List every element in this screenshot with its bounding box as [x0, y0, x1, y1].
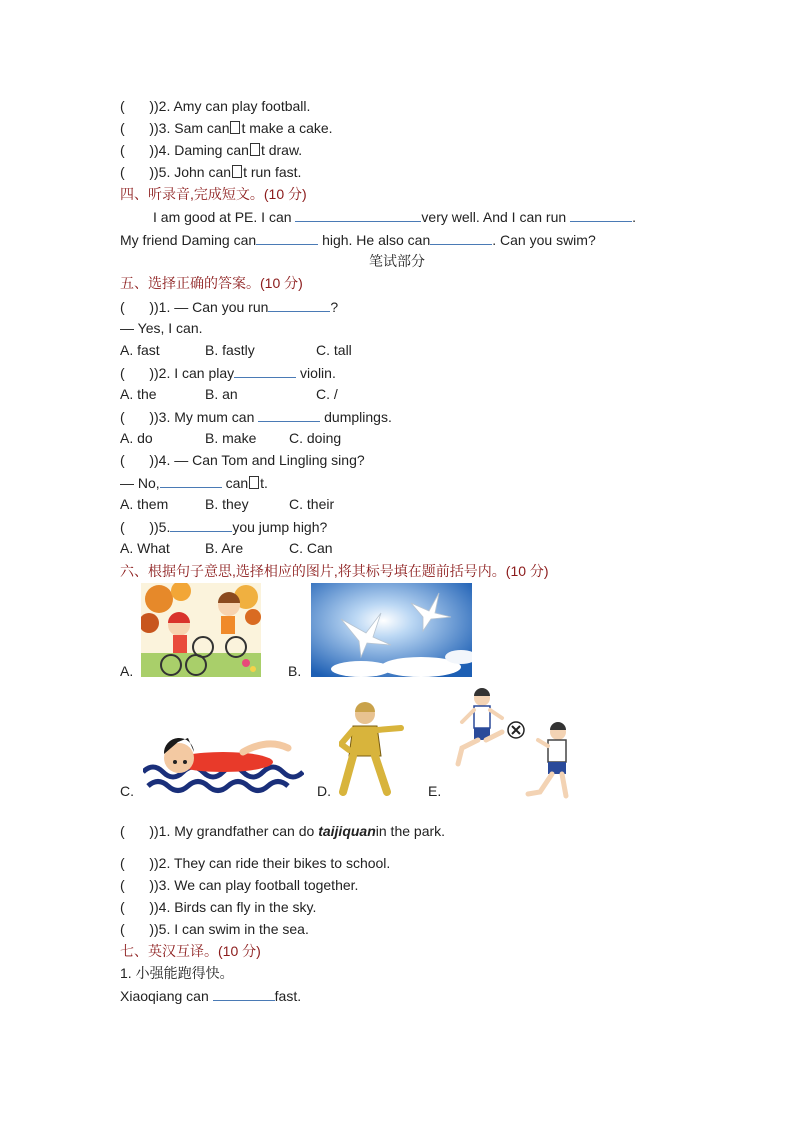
section-4-heading: 四、听录音,完成短文。(10 分) [120, 186, 307, 202]
s6-q3: ( ))3. We can play football together. [120, 876, 358, 894]
answer-paren[interactable] [120, 518, 154, 536]
option-c[interactable]: C. tall [316, 342, 352, 358]
section-5-heading: 五、选择正确的答案。(10 分) [120, 275, 303, 291]
answer-paren[interactable] [120, 898, 154, 916]
s6-q2: ( ))2. They can ride their bikes to school. [120, 854, 390, 872]
option-b[interactable]: B. fastly [205, 342, 255, 358]
s6-q4: ( ))4. Birds can fly in the sky. [120, 898, 316, 916]
s5-q4-options [120, 495, 334, 513]
answer-paren[interactable] [120, 364, 154, 382]
missing-glyph-box [230, 121, 240, 134]
s5-q5: ( ))5. you jump high? [120, 517, 327, 536]
option-b[interactable]: B. they [205, 496, 249, 512]
s3-item-4: ( ))4. Daming can t draw. [120, 141, 302, 159]
picture-label-d: D. [317, 783, 331, 799]
s5-q5-options [120, 539, 333, 557]
option-c[interactable]: C. doing [289, 430, 342, 446]
answer-paren[interactable] [120, 920, 154, 938]
option-a[interactable]: A. them [120, 496, 169, 512]
option-a[interactable]: A. do [120, 430, 153, 446]
option-b[interactable]: B. make [205, 430, 257, 446]
answer-paren[interactable] [120, 119, 154, 137]
s5-q3: ( ))3. My mum can dumplings. [120, 407, 392, 426]
missing-glyph-box [249, 476, 259, 489]
s6-q1: ( ))1. My grandfather can do taijiquanin the park. [120, 822, 445, 840]
s4-line-1: I am good at PE. I can very well. And I can run . [153, 209, 636, 225]
missing-glyph-box [232, 165, 242, 178]
football-picture[interactable] [448, 688, 573, 800]
fill-blank[interactable] [268, 297, 330, 312]
option-c[interactable]: C. / [316, 386, 338, 402]
fill-blank[interactable] [295, 207, 421, 222]
section-7-heading: 七、英汉互译。(10 分) [120, 943, 261, 959]
s5-q1-options [120, 341, 352, 359]
answer-paren[interactable] [120, 822, 154, 840]
option-c[interactable]: C. their [289, 496, 335, 512]
fill-blank[interactable] [570, 207, 632, 222]
s5-q3-options [120, 429, 341, 447]
picture-label-e: E. [428, 783, 442, 799]
s5-q2: ( ))2. I can play violin. [120, 363, 336, 382]
option-b[interactable]: B. Are [205, 540, 244, 556]
s5-q4: ( ))4. — Can Tom and Lingling sing? [120, 451, 365, 469]
fill-blank[interactable] [160, 473, 222, 488]
birds-flying-picture[interactable] [311, 583, 472, 677]
answer-paren[interactable] [120, 876, 154, 894]
option-b[interactable]: B. an [205, 386, 238, 402]
s6-q5: ( ))5. I can swim in the sea. [120, 920, 309, 938]
fill-blank[interactable] [256, 230, 318, 245]
s4-line-2: My friend Daming can high. He also can . Can you swim? [120, 232, 596, 248]
s7-q1-english: Xiaoqiang can fast. [120, 988, 302, 1004]
answer-paren[interactable] [120, 451, 154, 469]
s3-item-2: ( ))2. Amy can play football. [120, 97, 310, 115]
section-6-heading: 六、根据句子意思,选择相应的图片,将其标号填在题前括号内。(10 分) [120, 563, 549, 579]
answer-paren[interactable] [120, 163, 154, 181]
answer-paren[interactable] [120, 408, 154, 426]
option-c[interactable]: C. Can [289, 540, 333, 556]
picture-label-b: B. [288, 663, 302, 679]
picture-label-c: C. [120, 783, 134, 799]
swimming-picture[interactable] [143, 722, 304, 798]
written-part-title: 笔试部分 [369, 253, 425, 269]
taijiquan-picture[interactable] [339, 700, 409, 798]
fill-blank[interactable] [430, 230, 492, 245]
fill-blank[interactable] [234, 363, 296, 378]
answer-paren[interactable] [120, 854, 154, 872]
fill-blank[interactable] [258, 407, 320, 422]
answer-paren[interactable] [120, 97, 154, 115]
answer-paren[interactable] [120, 298, 154, 316]
option-a[interactable]: A. the [120, 386, 157, 402]
s5-q2-options [120, 385, 338, 403]
option-a[interactable]: A. What [120, 540, 170, 556]
s5-q1: ( ))1. — Can you run ? [120, 297, 338, 316]
s3-item-3: ( ))3. Sam can t make a cake. [120, 119, 333, 137]
picture-label-a: A. [120, 663, 134, 679]
option-a[interactable]: A. fast [120, 342, 160, 358]
fill-blank[interactable] [170, 517, 232, 532]
s7-q1-chinese: 1. 小强能跑得快。 [120, 965, 234, 981]
bike-riding-picture[interactable] [141, 583, 261, 677]
answer-paren[interactable] [120, 141, 154, 159]
missing-glyph-box [250, 143, 260, 156]
fill-blank[interactable] [213, 986, 275, 1001]
s3-item-5: ( ))5. John can t run fast. [120, 163, 301, 181]
s5-q4-reply: — No, can t. [120, 475, 268, 491]
s5-q1-reply: — Yes, I can. [120, 320, 203, 336]
